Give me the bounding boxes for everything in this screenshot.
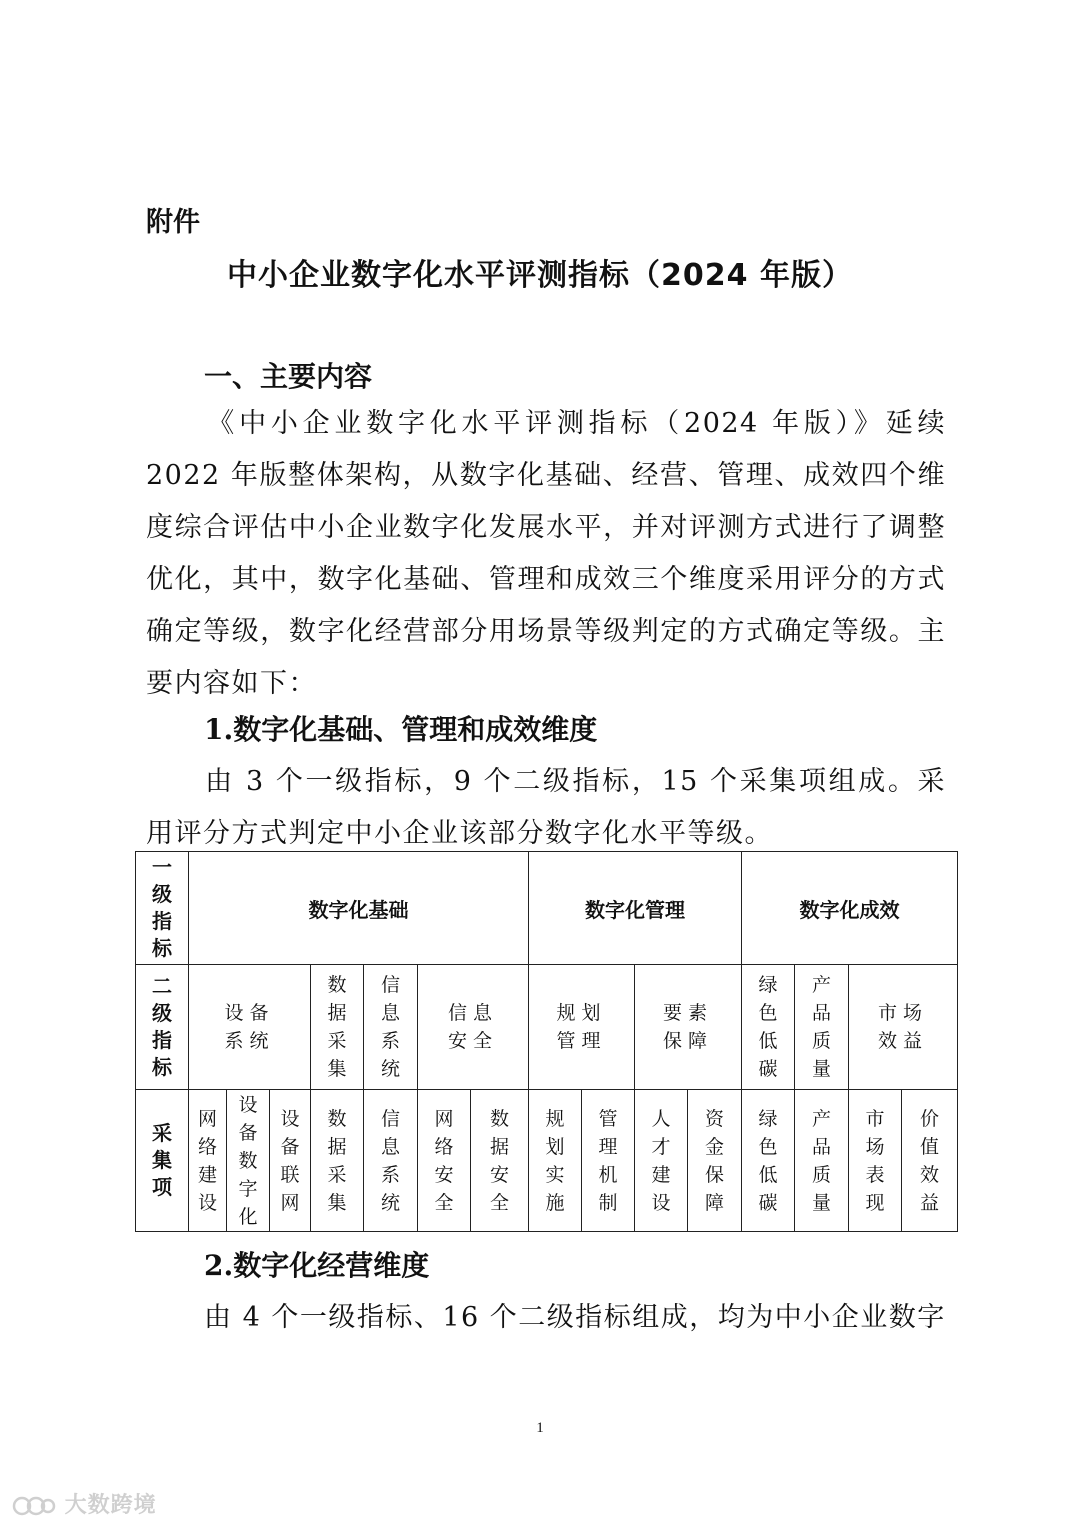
section-heading-main-content: 一、主要内容	[204, 360, 373, 393]
watermark-text: 大数跨境	[64, 1493, 157, 1518]
level2-market-benefit-line1: 市场	[878, 1002, 929, 1024]
watermark	[12, 1488, 157, 1519]
intro-paragraph-text: 《中小企业数字化水平评测指标（2024 年版）》延续 2022 年版整体架构，从数字化基础、经营、管理、成效四个维度综合评估中小企业数字化发展水平，并对评测方式进行了调整优化，其中，数字化基础、管理和成效三个维度采用评分的方式确定等级，数字化经营部分用场景等级判定的方式确定等级。主要内容如下：	[146, 408, 946, 699]
item-cell	[270, 1090, 311, 1232]
item-cell	[795, 1090, 849, 1232]
item-product-quality: 产品质量	[812, 1107, 832, 1214]
item-cell	[418, 1090, 471, 1232]
level2-planning-management-line1: 规划	[556, 1002, 607, 1024]
subsection2-paragraph-text: 由 4 个一级指标、16 个二级指标组成，均为中小企业数字	[204, 1302, 946, 1333]
item-cell	[742, 1090, 795, 1232]
item-management-mechanism: 管理机制	[598, 1107, 618, 1214]
item-cell	[227, 1090, 270, 1232]
item-value-benefit: 价值效益	[920, 1107, 940, 1214]
row-header-level2	[136, 965, 189, 1090]
item-funding-guarantee: 资金保障	[705, 1107, 725, 1214]
level1-digital-foundation: 数字化基础	[189, 852, 529, 965]
item-cell	[471, 1090, 529, 1232]
page-number: 1	[536, 1420, 544, 1436]
subsection2-paragraph	[146, 1292, 946, 1344]
item-info-system: 信息系统	[380, 1107, 400, 1214]
item-green-low-carbon: 绿色低碳	[758, 1107, 778, 1214]
level2-factor-guarantee-line1: 要素	[663, 1002, 714, 1024]
item-cell	[849, 1090, 902, 1232]
item-cell	[311, 1090, 364, 1232]
row-header-level1-text: 一级指标	[152, 855, 172, 960]
subsection1-paragraph	[146, 756, 946, 860]
item-cell	[529, 1090, 582, 1232]
level1-digital-management: 数字化管理	[529, 852, 742, 965]
row-header-level2-text: 二级指标	[152, 974, 172, 1079]
level2-product-quality-text: 产品质量	[812, 974, 832, 1080]
item-cell	[688, 1090, 742, 1232]
item-equipment-digitalization: 设备数字化	[238, 1093, 258, 1228]
row-header-items-text: 采集项	[152, 1121, 172, 1199]
indicator-table	[135, 851, 958, 1232]
table-row-items	[136, 1090, 958, 1232]
item-cell	[364, 1090, 418, 1232]
intro-paragraph	[146, 398, 946, 710]
level2-equipment-system-line2: 系统	[224, 1030, 275, 1052]
level2-info-system	[364, 965, 418, 1090]
item-market-performance: 市场表现	[865, 1107, 885, 1214]
item-network-security: 网络安全	[434, 1107, 454, 1214]
level2-equipment-system-line1: 设备	[224, 1002, 275, 1024]
item-network-construction: 网络建设	[197, 1107, 217, 1214]
row-header-items	[136, 1090, 189, 1232]
level1-digital-effect: 数字化成效	[742, 852, 958, 965]
table-row-level2	[136, 965, 958, 1090]
item-cell	[902, 1090, 958, 1232]
item-cell	[582, 1090, 635, 1232]
watermark-logo-icon	[12, 1494, 56, 1518]
level2-info-security	[418, 965, 529, 1090]
item-equipment-networking: 设备联网	[280, 1107, 300, 1214]
level2-equipment-system	[189, 965, 311, 1090]
item-talent-building: 人才建设	[651, 1107, 671, 1214]
subsection-heading-foundation-management-effect: 1.数字化基础、管理和成效维度	[204, 713, 598, 746]
subsection-heading-business-operation: 2.数字化经营维度	[204, 1249, 430, 1282]
item-data-collection: 数据采集	[327, 1107, 347, 1214]
level2-info-security-line2: 安全	[448, 1030, 499, 1052]
level2-product-quality	[795, 965, 849, 1090]
level2-market-benefit	[849, 965, 958, 1090]
level2-planning-management	[529, 965, 635, 1090]
level2-data-collection	[311, 965, 364, 1090]
level2-factor-guarantee	[635, 965, 742, 1090]
row-header-level1	[136, 852, 189, 965]
attachment-label: 附件	[146, 207, 200, 238]
item-planning-implementation: 规划实施	[545, 1107, 565, 1214]
item-cell	[635, 1090, 688, 1232]
level2-planning-management-line2: 管理	[556, 1030, 607, 1052]
level2-green-low-carbon	[742, 965, 795, 1090]
level2-green-low-carbon-text: 绿色低碳	[758, 974, 778, 1080]
level2-data-collection-text: 数据采集	[327, 974, 347, 1080]
item-data-security: 数据安全	[490, 1107, 510, 1214]
item-cell	[189, 1090, 227, 1232]
level2-market-benefit-line2: 效益	[878, 1030, 929, 1052]
table-row-level1	[136, 852, 958, 965]
level2-info-security-line1: 信息	[448, 1002, 499, 1024]
document-title: 中小企业数字化水平评测指标（2024 年版）	[227, 258, 853, 293]
level2-factor-guarantee-line2: 保障	[663, 1030, 714, 1052]
level2-info-system-text: 信息系统	[380, 974, 400, 1080]
subsection1-paragraph-text: 由 3 个一级指标，9 个二级指标，15 个采集项组成。采用评分方式判定中小企业该部分数字化水平等级。	[146, 766, 946, 849]
